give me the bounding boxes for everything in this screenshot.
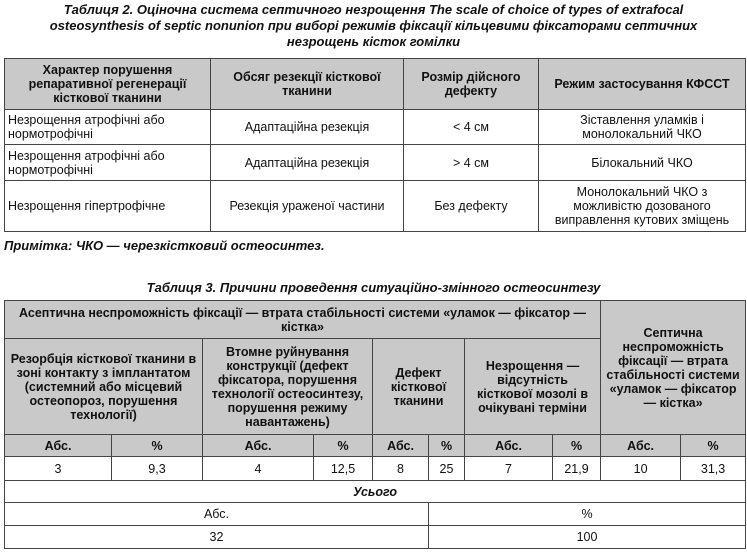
table-cell: < 4 см xyxy=(404,110,539,145)
table-cell: Білокальний ЧКО xyxy=(539,145,746,181)
header-cell: Незрощення — відсутність кісткової мозолі в очікувані терміни xyxy=(465,339,601,435)
table2 xyxy=(4,58,746,232)
header-cell: Резорбція кісткової тканини в зоні контакту з імплантатом (системний або місцевий остеопороз, порушення технології) xyxy=(5,339,203,435)
table-header-row xyxy=(5,59,746,110)
pct-label: % xyxy=(429,435,465,457)
caption-line: незрощень кісток гомілки xyxy=(286,34,461,49)
table-cell: Монолокальний ЧКО з можливістю дозованого виправлення кутових зміщень xyxy=(539,181,746,232)
table-row xyxy=(5,481,746,503)
abs-label: Абс. xyxy=(601,435,681,457)
header-cell: Характер порушення репаративної регенерації кісткової тканини xyxy=(5,59,211,110)
table-row xyxy=(5,503,746,526)
table-cell: Без дефекту xyxy=(404,181,539,232)
table-row xyxy=(5,526,746,549)
pct-label: % xyxy=(112,435,203,457)
table-row xyxy=(5,457,746,481)
table-subheader-row xyxy=(5,435,746,457)
caption-line: osteosynthesis of septic nonunion при виборі режимів фіксації кільцевими фіксаторами септичних xyxy=(49,18,698,33)
table-cell: 4 xyxy=(203,457,314,481)
total-label: Усього xyxy=(5,481,746,503)
abs-label: Абс. xyxy=(5,435,112,457)
table-cell: Незрощення атрофічні або нормотрофічні xyxy=(5,110,211,145)
table-row xyxy=(5,145,746,181)
pct-label: % xyxy=(681,435,746,457)
table3-caption: Таблиця 3. Причини проведення ситуаційно-змінного остеосинтезу xyxy=(146,280,601,295)
table-row xyxy=(5,181,746,232)
abs-label: Абс. xyxy=(203,435,314,457)
table-cell: 10 xyxy=(601,457,681,481)
header-cell: Дефект кісткової тканини xyxy=(373,339,465,435)
table-cell: 3 xyxy=(5,457,112,481)
total-abs: 32 xyxy=(5,526,429,549)
pct-label: % xyxy=(314,435,373,457)
pct-label: % xyxy=(553,435,601,457)
table-row xyxy=(5,110,746,145)
table-cell: Адаптаційна резекція xyxy=(211,145,404,181)
header-cell: Обсяг резекції кісткової тканини xyxy=(211,59,404,110)
abs-label: Абс. xyxy=(465,435,553,457)
header-cell: Втомне руйнування конструкції (дефект фіксатора, порушення технології остеосинтезу, порушення режиму навантажень) xyxy=(203,339,373,435)
table-cell: Зіставлення уламків і монолокальний ЧКО xyxy=(539,110,746,145)
abs-label: Абс. xyxy=(373,435,429,457)
pct-label: % xyxy=(429,503,746,526)
caption-line: Таблиця 2. Оціночна система септичного незрощення The scale of choice of types of extrafocal xyxy=(63,2,684,17)
table-cell: 25 xyxy=(429,457,465,481)
table-cell: 9,3 xyxy=(112,457,203,481)
table-cell: Незрощення гіпертрофічне xyxy=(5,181,211,232)
header-cell: Режим застосування КФССТ xyxy=(539,59,746,110)
table-cell: Резекція ураженої частини xyxy=(211,181,404,232)
table2-note: Примітка: ЧКО — черезкістковий остеосинтез. xyxy=(4,238,325,253)
header-cell: Розмір дійсного дефекту xyxy=(404,59,539,110)
table-cell: 21,9 xyxy=(553,457,601,481)
table-cell: 8 xyxy=(373,457,429,481)
abs-label: Абс. xyxy=(5,503,429,526)
table-cell: 12,5 xyxy=(314,457,373,481)
table-cell: Адаптаційна резекція xyxy=(211,110,404,145)
header-cell: Асептична неспроможність фіксації — втрата стабільності системи «уламок — фіксатор — кістка» xyxy=(5,301,601,339)
header-cell: Септична неспроможність фіксації — втрата стабільності системи «уламок — фіксатор — кістка» xyxy=(601,301,746,435)
total-pct: 100 xyxy=(429,526,746,549)
table3 xyxy=(4,300,746,549)
table-cell: Незрощення атрофічні або нормотрофічні xyxy=(5,145,211,181)
table-cell: 31,3 xyxy=(681,457,746,481)
table-cell: 7 xyxy=(465,457,553,481)
table-cell: > 4 см xyxy=(404,145,539,181)
table-header-row xyxy=(5,301,746,339)
